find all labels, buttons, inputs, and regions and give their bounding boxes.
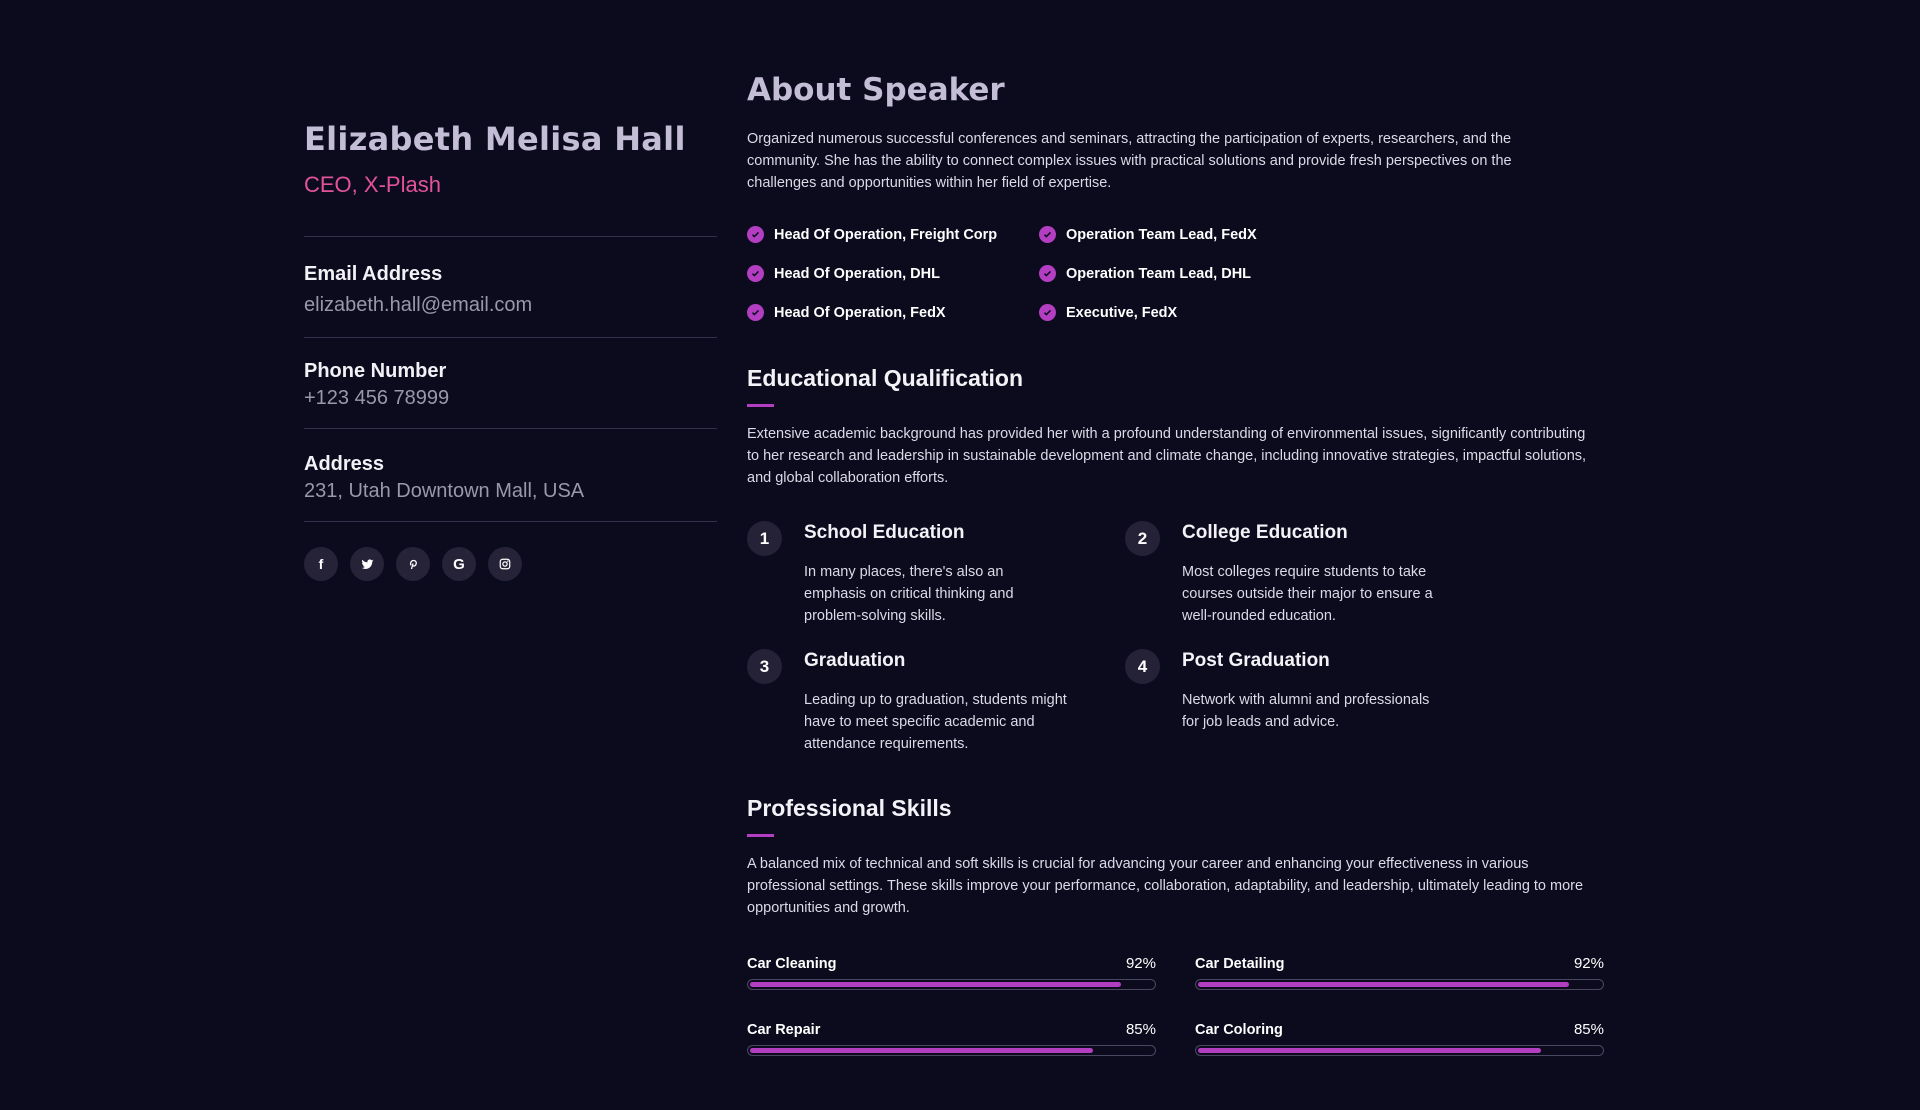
education-section <box>747 365 1607 755</box>
skill-progress-fill <box>1198 982 1569 987</box>
google-link[interactable] <box>442 547 476 581</box>
title-underline <box>747 834 774 837</box>
position-item <box>747 265 1039 282</box>
positions-list <box>747 226 1607 321</box>
position-label: Head Of Operation, FedX <box>774 304 946 321</box>
step-text: Leading up to graduation, students might have to meet specific academic and attendance requirements. <box>804 692 1067 752</box>
position-label: Head Of Operation, Freight Corp <box>774 226 998 243</box>
twitter-icon <box>361 558 374 571</box>
education-step <box>1125 521 1503 627</box>
step-text: Most colleges require students to take courses outside their major to ensure a well-rounded education. <box>1182 564 1433 624</box>
education-title: Educational Qualification <box>747 365 1024 391</box>
speaker-role: CEO, X-Plash <box>304 172 441 197</box>
skill-percent: 85% <box>1573 1021 1604 1038</box>
position-item <box>1039 226 1331 243</box>
skill-progress-track <box>1195 979 1604 990</box>
instagram-link[interactable] <box>488 547 522 581</box>
step-text: Network with alumni and professionals for job leads and advice. <box>1182 692 1430 730</box>
skill-progress-track <box>747 1045 1156 1056</box>
address-block <box>304 429 717 521</box>
skill-progress-fill <box>1198 1048 1541 1053</box>
check-icon <box>1039 304 1056 321</box>
email-block <box>304 237 717 337</box>
skills-text: A balanced mix of technical and soft skills is crucial for advancing your career and enhancing your effectiveness in various professional settings. These skills improve your performance, collaboration, adaptability, and leadership, ultimately leading to more opportunities and growth. <box>747 856 1584 916</box>
skill-item <box>747 955 1156 990</box>
instagram-icon <box>499 558 511 570</box>
position-item <box>747 226 1039 243</box>
phone-block <box>304 338 717 428</box>
skills-bars <box>747 955 1607 1056</box>
skill-progress-track <box>1195 1045 1604 1056</box>
step-number: 2 <box>1125 521 1160 556</box>
speaker-details <box>747 72 1607 1056</box>
skill-name: Car Detailing <box>1195 956 1285 972</box>
check-icon <box>747 304 764 321</box>
education-steps <box>747 521 1607 755</box>
address-label: Address <box>304 453 385 475</box>
step-title: Graduation <box>804 650 906 671</box>
skill-item <box>1195 955 1604 990</box>
step-number: 4 <box>1125 649 1160 684</box>
step-title: College Education <box>1182 522 1348 543</box>
about-text: Organized numerous successful conferences and seminars, attracting the participation of experts, researchers, and the community. She has the ability to connect complex issues with practical solutions and provide fresh perspectives on the challenges and opportunities within her field of expertise. <box>747 131 1512 191</box>
speaker-name: Elizabeth Melisa Hall <box>304 120 686 158</box>
education-step <box>747 649 1125 755</box>
position-item <box>1039 304 1331 321</box>
position-item <box>1039 265 1331 282</box>
check-icon <box>747 226 764 243</box>
facebook-link[interactable] <box>304 547 338 581</box>
position-label: Operation Team Lead, FedX <box>1066 226 1257 243</box>
skill-percent: 85% <box>1125 1021 1156 1038</box>
title-underline <box>747 404 774 407</box>
facebook-icon: f <box>318 556 324 572</box>
email-label: Email Address <box>304 263 443 285</box>
education-step <box>1125 649 1503 755</box>
phone-value[interactable]: +123 456 78999 <box>304 387 450 409</box>
step-text: In many places, there's also an emphasis on critical thinking and problem-solving skills. <box>804 564 1014 624</box>
skill-name: Car Cleaning <box>747 956 837 972</box>
google-icon: G <box>453 555 465 573</box>
phone-label: Phone Number <box>304 360 447 382</box>
step-number: 1 <box>747 521 782 556</box>
skills-title: Professional Skills <box>747 795 952 821</box>
skill-progress-track <box>747 979 1156 990</box>
education-text: Extensive academic background has provided her with a profound understanding of environmental issues, significantly contributing to her research and leadership in sustainable development and climate change, including innovative strategies, impactful solutions, and global collaboration efforts. <box>747 426 1587 486</box>
skill-item <box>1195 1021 1604 1056</box>
skill-percent: 92% <box>1573 955 1604 972</box>
position-label: Head Of Operation, DHL <box>774 265 940 282</box>
pinterest-icon <box>407 558 419 571</box>
skill-percent: 92% <box>1125 955 1156 972</box>
skill-name: Car Repair <box>747 1022 821 1038</box>
speaker-profile <box>304 120 717 581</box>
skill-progress-fill <box>750 1048 1093 1053</box>
education-step <box>747 521 1125 627</box>
step-title: Post Graduation <box>1182 650 1330 671</box>
social-links <box>304 547 717 581</box>
position-label: Operation Team Lead, DHL <box>1066 265 1252 282</box>
position-label: Executive, FedX <box>1066 304 1178 321</box>
divider <box>304 521 717 522</box>
skill-item <box>747 1021 1156 1056</box>
position-item <box>747 304 1039 321</box>
email-value[interactable]: elizabeth.hall@email.com <box>304 294 533 316</box>
skill-progress-fill <box>750 982 1121 987</box>
check-icon <box>747 265 764 282</box>
twitter-link[interactable] <box>350 547 384 581</box>
step-number: 3 <box>747 649 782 684</box>
step-title: School Education <box>804 522 965 543</box>
address-value: 231, Utah Downtown Mall, USA <box>304 480 585 502</box>
check-icon <box>1039 226 1056 243</box>
check-icon <box>1039 265 1056 282</box>
pinterest-link[interactable] <box>396 547 430 581</box>
skill-name: Car Coloring <box>1195 1022 1283 1038</box>
skills-section <box>747 795 1607 1056</box>
about-title: About Speaker <box>747 72 1005 108</box>
